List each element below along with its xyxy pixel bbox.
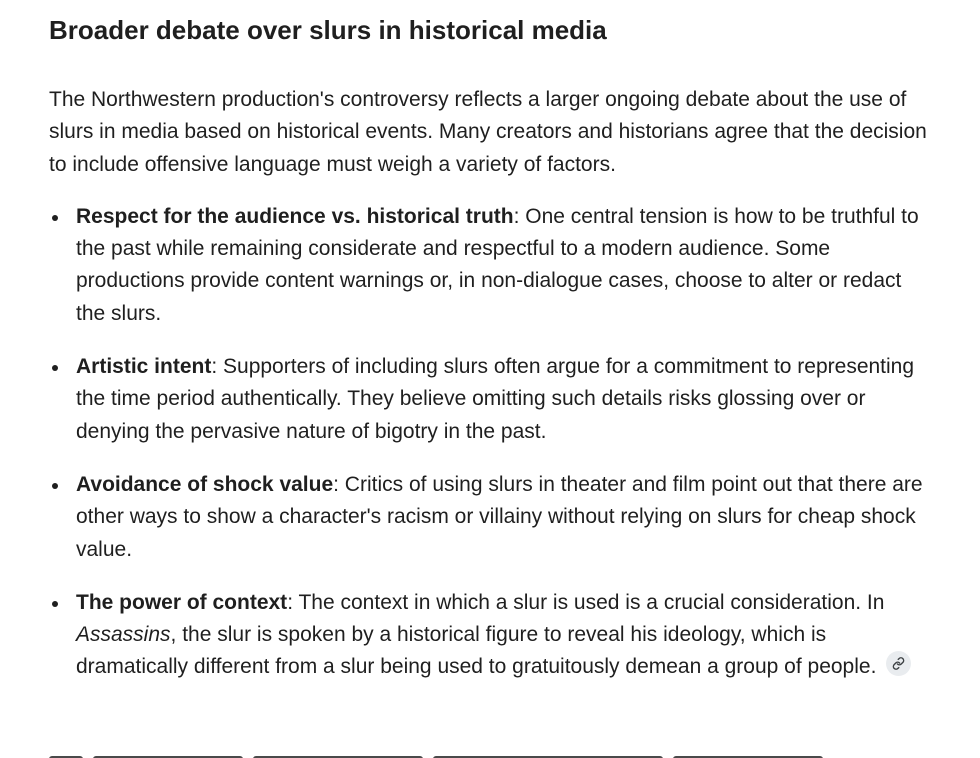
list-item: [49, 351, 929, 448]
list-item: [49, 469, 929, 566]
factor-list: [49, 201, 929, 684]
article-section: [49, 12, 929, 705]
list-item-text: : Critics of using slurs in theater and film point out that there are other ways to show a character's racism or villainy without relying on slurs for cheap shock value.: [76, 472, 923, 561]
link-icon: [892, 657, 905, 670]
next-paragraph-cutoff: [49, 744, 929, 758]
play-title: Assassins: [76, 623, 171, 647]
section-heading: Broader debate over slurs in historical media: [49, 15, 607, 45]
list-item-term: The power of context: [76, 590, 288, 614]
intro-paragraph: The Northwestern production's controversy reflects a larger ongoing debate about the use of slurs in media based on historical events. Many creators and historians agree that the decision to include offensive language must weigh a variety of factors.: [49, 88, 927, 176]
list-item-text: : One central tension is how to be truthful to the past while remaining considerate and respectful to a modern audience. Some productions provide content warnings or, in non-dialogue cases, choose to alter or redact the slurs.: [76, 204, 919, 325]
list-item-term: Artistic intent: [76, 355, 212, 379]
list-item: [49, 587, 929, 684]
list-item-term: Respect for the audience vs. historical truth: [76, 204, 514, 228]
list-item-text: : Supporters of including slurs often argue for a commitment to representing the time period authentically. They believe omitting such details risks glossing over or denying the pervasive nature of bigotry in the past.: [76, 355, 915, 443]
list-item-text: , the slur is spoken by a historical figure to reveal his ideology, which is dramatically different from a slur being used to gratuitously demean a group of people.: [76, 623, 877, 679]
list-item-term: Avoidance of shock value: [76, 472, 334, 496]
list-item: [49, 201, 929, 330]
source-link-button[interactable]: [886, 651, 911, 676]
list-item-text: : The context in which a slur is used is a crucial consideration. In: [287, 590, 885, 614]
